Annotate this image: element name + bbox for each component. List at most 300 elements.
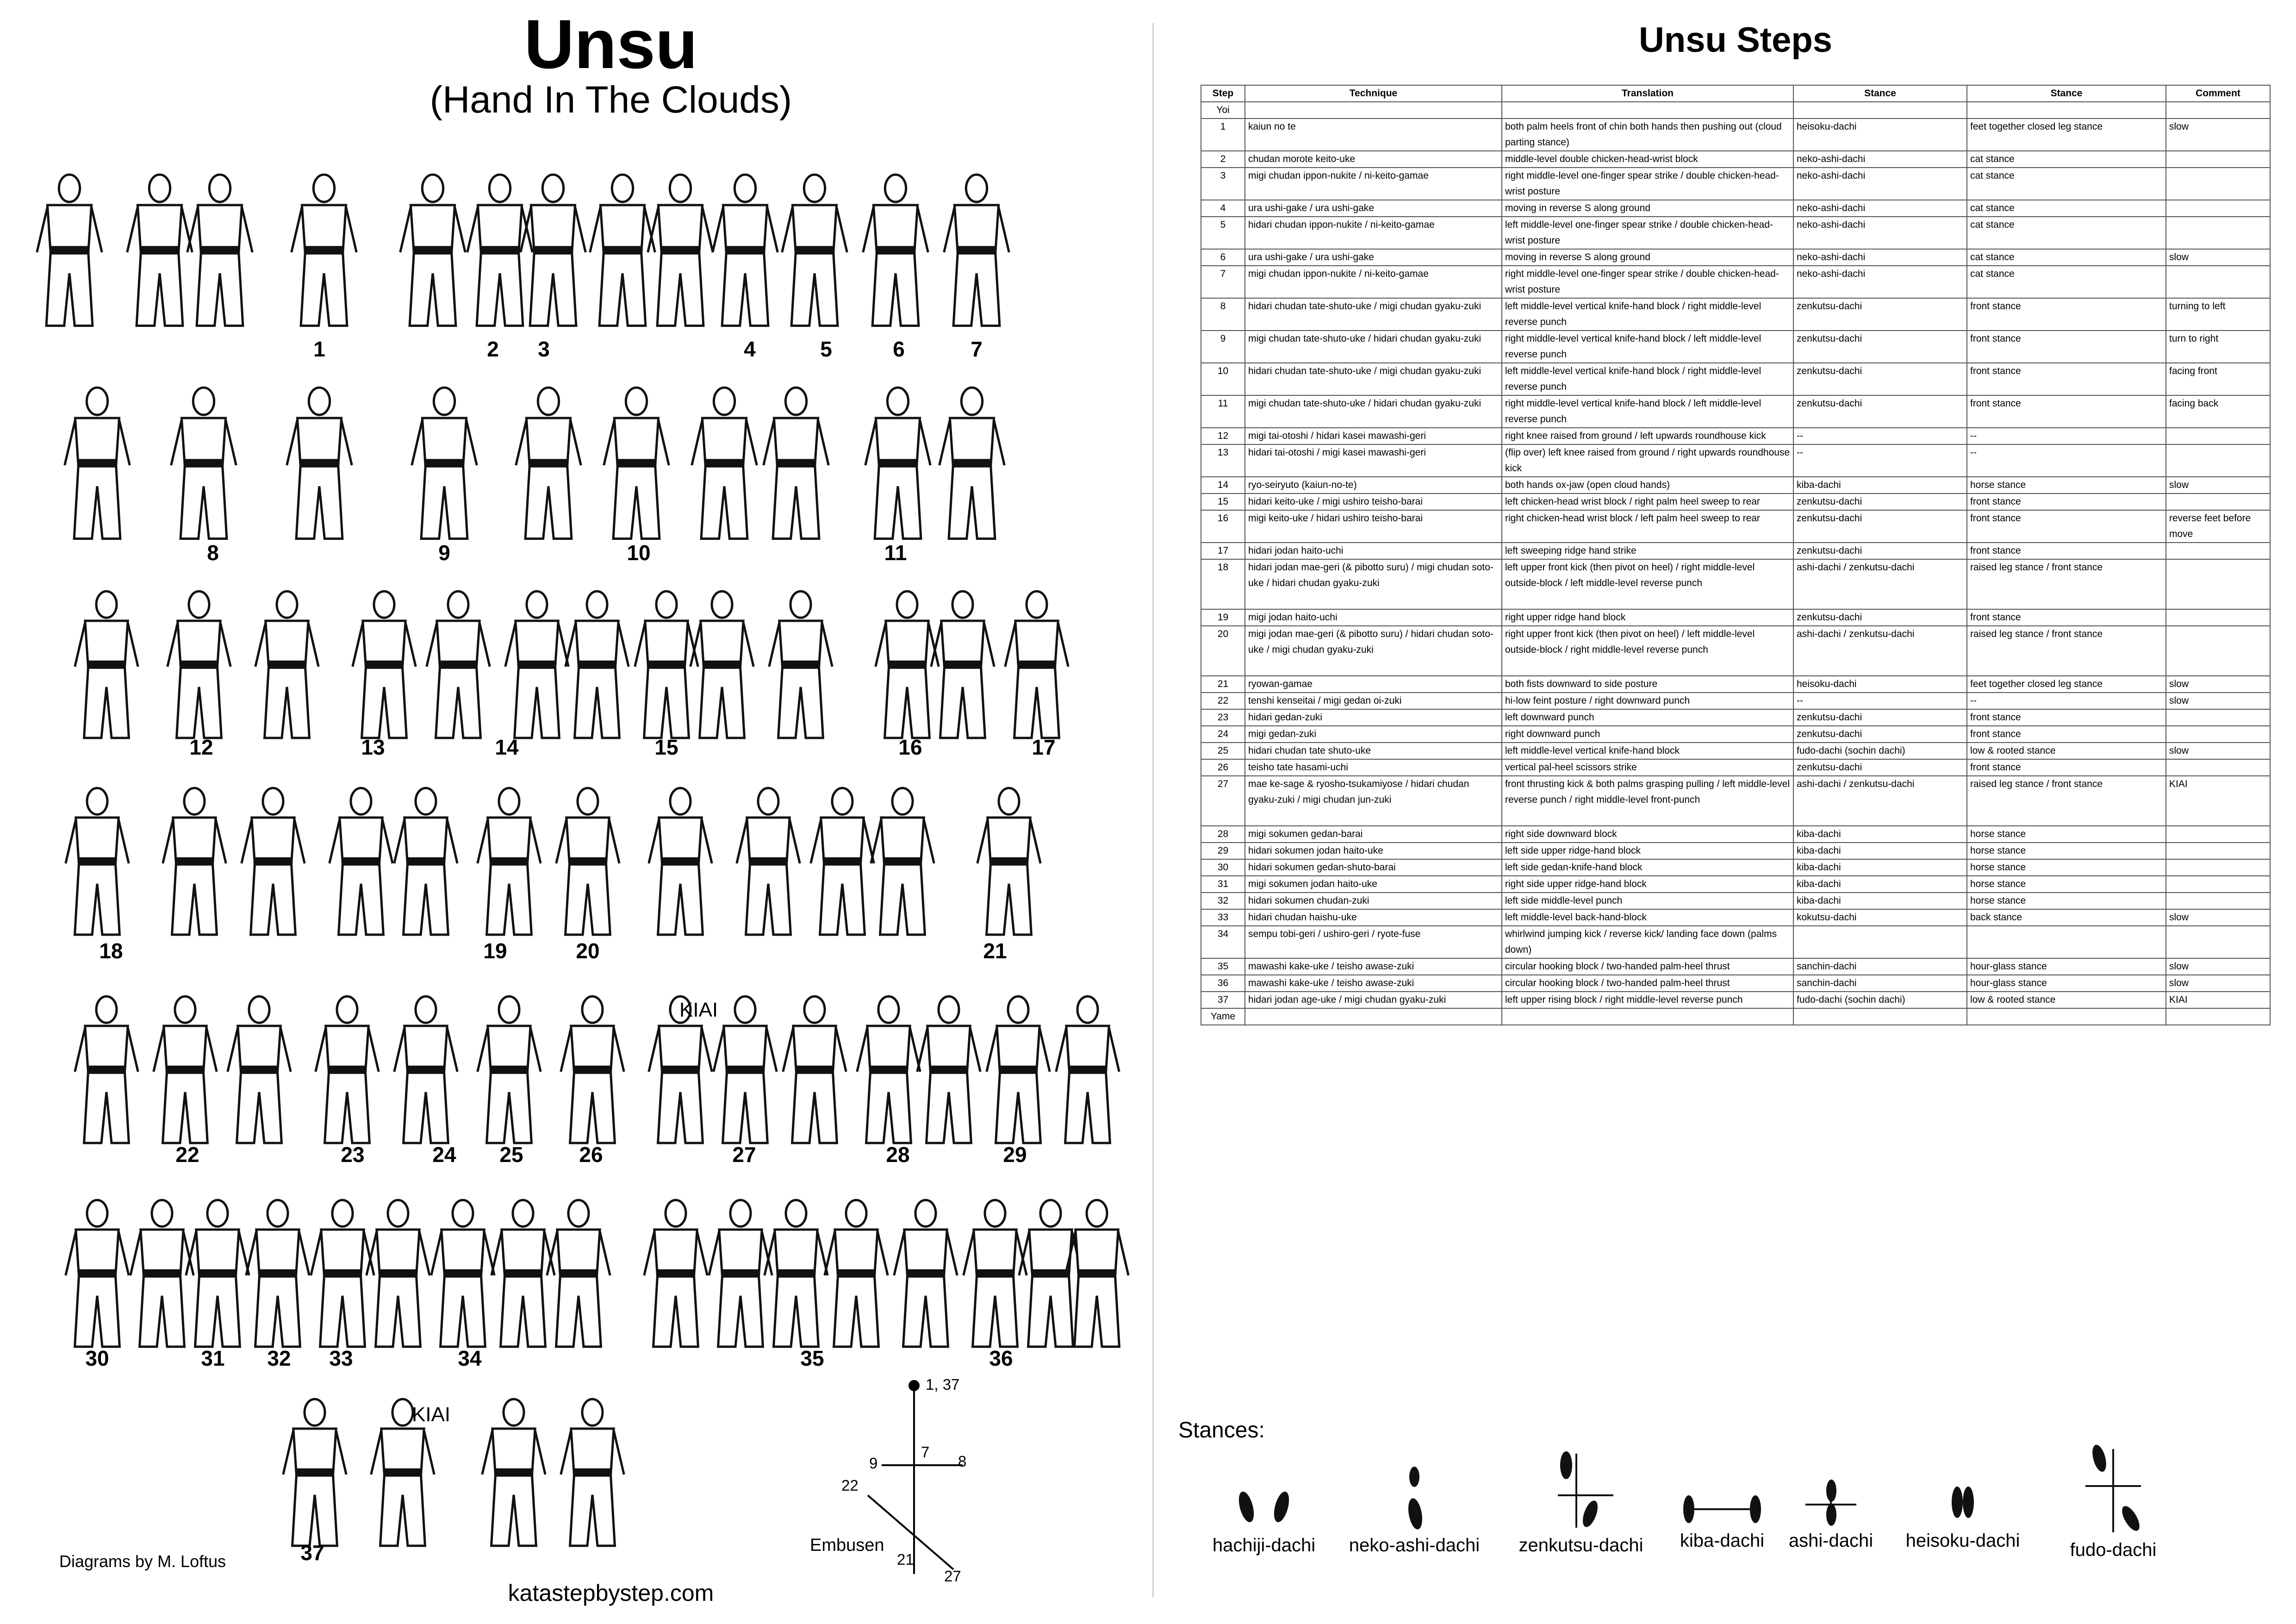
table-cell: [2166, 626, 2270, 676]
table-cell: left middle-level vertical knife-hand block: [1502, 743, 1793, 759]
karate-figure-icon: [311, 1200, 374, 1347]
table-cell: right middle-level vertical knife-hand block / left middle-level reverse punch: [1502, 331, 1793, 363]
karate-figure-icon: [412, 387, 477, 538]
stance-ashi-dachi: [1785, 1477, 1877, 1551]
step-number: 28: [886, 1143, 910, 1167]
table-cell: both fists downward to side posture: [1502, 676, 1793, 693]
embusen-label: 22: [841, 1477, 859, 1494]
table-cell: hour-glass stance: [1967, 975, 2166, 992]
stances-label: Stances:: [1178, 1418, 1265, 1443]
table-cell: reverse feet before move: [2166, 510, 2270, 543]
step-number: 29: [1003, 1143, 1027, 1167]
karate-figure-icon: [857, 996, 920, 1143]
table-cell: [1793, 926, 1967, 958]
table-cell: raised leg stance / front stance: [1967, 559, 2166, 609]
step-number: 10: [627, 541, 651, 565]
table-cell: front stance: [1967, 759, 2166, 776]
table-cell: left sweeping ridge hand strike: [1502, 543, 1793, 559]
table-row: [1201, 843, 2270, 859]
karate-figure-icon: [1065, 1200, 1128, 1347]
karate-figure-icon: [765, 1200, 828, 1347]
karate-figure-icon: [644, 1200, 707, 1347]
table-cell: kiba-dachi: [1793, 893, 1967, 909]
table-cell: slow: [2166, 909, 2270, 926]
karate-figure-icon: [330, 788, 392, 935]
table-cell: ashi-dachi / zenkutsu-dachi: [1793, 776, 1967, 826]
table-cell: 19: [1201, 609, 1245, 626]
karate-figure-icon: [604, 387, 669, 538]
table-cell: neko-ashi-dachi: [1793, 249, 1967, 266]
table-cell: turning to left: [2166, 298, 2270, 331]
feet-icon: [1935, 1477, 1991, 1528]
table-cell: 20: [1201, 626, 1245, 676]
table-cell: [1967, 1008, 2166, 1025]
step-number: 9: [438, 541, 450, 565]
table-cell: middle-level double chicken-head-wrist block: [1502, 151, 1793, 168]
table-cell: sanchin-dachi: [1793, 958, 1967, 975]
table-cell: [2166, 893, 2270, 909]
karate-figure-icon: [825, 1200, 888, 1347]
table-row: [1201, 428, 2270, 444]
karate-figure-icon: [635, 591, 698, 738]
karate-figure-icon: [228, 996, 291, 1143]
table-cell: feet together closed leg stance: [1967, 119, 2166, 151]
table-row: [1201, 510, 2270, 543]
table-cell: slow: [2166, 119, 2270, 151]
table-cell: sempu tobi-geri / ushiro-geri / ryote-fuse: [1245, 926, 1502, 958]
table-cell: horse stance: [1967, 876, 2166, 893]
table-cell: right middle-level one-finger spear strike / double chicken-head-wrist posture: [1502, 266, 1793, 298]
table-row: [1201, 759, 2270, 776]
table-cell: migi jodan haito-uchi: [1245, 609, 1502, 626]
step-number: 15: [654, 735, 678, 759]
table-row: [1201, 693, 2270, 709]
table-cell: left middle-level vertical knife-hand block / right middle-level reverse punch: [1502, 298, 1793, 331]
table-cell: hidari chudan tate-shuto-uke / migi chudan gyaku-zuki: [1245, 363, 1502, 395]
table-cell: front thrusting kick & both palms grasping pulling / left middle-level reverse punch / right middle-level front-punch: [1502, 776, 1793, 826]
stance-name: kiba-dachi: [1680, 1530, 1765, 1551]
karate-figure-icon: [691, 591, 753, 738]
table-cell: zenkutsu-dachi: [1793, 543, 1967, 559]
table-cell: front stance: [1967, 298, 2166, 331]
table-cell: 16: [1201, 510, 1245, 543]
karate-figure-icon: [478, 996, 541, 1143]
table-cell: mawashi kake-uke / teisho awase-zuki: [1245, 975, 1502, 992]
table-cell: left middle-level back-hand-block: [1502, 909, 1793, 926]
step-number: 11: [884, 541, 907, 565]
table-cell: neko-ashi-dachi: [1793, 217, 1967, 249]
table-cell: 22: [1201, 693, 1245, 709]
table-cell: [2166, 843, 2270, 859]
table-cell: chudan morote keito-uke: [1245, 151, 1502, 168]
table-cell: 21: [1201, 676, 1245, 693]
table-cell: zenkutsu-dachi: [1793, 709, 1967, 726]
table-cell: left side gedan-knife-hand block: [1502, 859, 1793, 876]
table-cell: Yame: [1201, 1008, 1245, 1025]
karate-figure-icon: [316, 996, 379, 1143]
table-cell: slow: [2166, 249, 2270, 266]
table-cell: right downward punch: [1502, 726, 1793, 743]
table-cell: [2166, 759, 2270, 776]
table-cell: migi chudan tate-shuto-uke / hidari chudan gyaku-zuki: [1245, 395, 1502, 428]
table-cell: 27: [1201, 776, 1245, 826]
table-cell: zenkutsu-dachi: [1793, 759, 1967, 776]
karate-figure-icon: [171, 387, 236, 538]
table-cell: cat stance: [1967, 168, 2166, 200]
table-cell: left middle-level one-finger spear strike / double chicken-head-wrist posture: [1502, 217, 1793, 249]
table-cell: turn to right: [2166, 331, 2270, 363]
karate-figure-icon: [292, 175, 357, 325]
table-cell: hidari sokumen jodan haito-uke: [1245, 843, 1502, 859]
embusen-label: 7: [921, 1443, 930, 1461]
table-cell: 24: [1201, 726, 1245, 743]
step-number: 16: [898, 735, 922, 759]
karate-figure-icon: [482, 1399, 545, 1546]
table-cell: Yoi: [1201, 102, 1245, 119]
table-cell: [1793, 1008, 1967, 1025]
table-row: [1201, 975, 2270, 992]
table-cell: hour-glass stance: [1967, 958, 2166, 975]
table-row: [1201, 909, 2270, 926]
table-cell: ashi-dachi / zenkutsu-dachi: [1793, 626, 1967, 676]
table-cell: both palm heels front of chin both hands then pushing out (cloud parting stance): [1502, 119, 1793, 151]
table-cell: 29: [1201, 843, 1245, 859]
karate-figure-icon: [863, 175, 928, 325]
table-cell: 26: [1201, 759, 1245, 776]
table-cell: neko-ashi-dachi: [1793, 168, 1967, 200]
table-row: [1201, 493, 2270, 510]
table-row: [1201, 331, 2270, 363]
table-cell: right chicken-head wrist block / left palm heel sweep to rear: [1502, 510, 1793, 543]
table-cell: ryowan-gamae: [1245, 676, 1502, 693]
karate-figure-icon: [394, 996, 457, 1143]
table-cell: [1502, 102, 1793, 119]
table-cell: [2166, 217, 2270, 249]
step-number: 17: [1032, 735, 1056, 759]
table-row: [1201, 609, 2270, 626]
table-cell: hidari keito-uke / migi ushiro teisho-barai: [1245, 493, 1502, 510]
table-cell: circular hooking block / two-handed palm-heel thrust: [1502, 958, 1793, 975]
website-url[interactable]: katastepbystep.com: [508, 1580, 714, 1606]
table-cell: right middle-level vertical knife-hand block / left middle-level reverse punch: [1502, 395, 1793, 428]
table-cell: mawashi kake-uke / teisho awase-zuki: [1245, 958, 1502, 975]
step-number: 14: [495, 735, 519, 759]
karate-figure-icon: [944, 175, 1009, 325]
table-cell: 1: [1201, 119, 1245, 151]
table-cell: right knee raised from ground / left upwards roundhouse kick: [1502, 428, 1793, 444]
table-body: [1201, 102, 2270, 1025]
step-number: 1: [313, 337, 325, 361]
table-cell: facing front: [2166, 363, 2270, 395]
table-cell: 37: [1201, 992, 1245, 1008]
table-cell: [1793, 102, 1967, 119]
table-cell: [2166, 859, 2270, 876]
table-cell: zenkutsu-dachi: [1793, 395, 1967, 428]
table-row: [1201, 709, 2270, 726]
column-header: Stance: [1967, 85, 2166, 102]
table-cell: ura ushi-gake / ura ushi-gake: [1245, 200, 1502, 217]
column-header: Step: [1201, 85, 1245, 102]
table-row: [1201, 395, 2270, 428]
karate-figure-icon: [931, 591, 994, 738]
table-cell: slow: [2166, 958, 2270, 975]
table-cell: zenkutsu-dachi: [1793, 298, 1967, 331]
table-cell: cat stance: [1967, 249, 2166, 266]
stance-fudo-dachi: [2048, 1440, 2178, 1561]
table-cell: [2166, 151, 2270, 168]
karate-figure-icon: [287, 387, 352, 538]
table-row: [1201, 826, 2270, 843]
step-number: 21: [983, 939, 1007, 963]
table-cell: hidari jodan mae-geri (& pibotto suru) / migi chudan soto-uke / hidari chudan gyaku-zuki: [1245, 559, 1502, 609]
karate-figure-icon: [394, 788, 457, 935]
embusen-label: 9: [869, 1455, 878, 1472]
table-cell: kiba-dachi: [1793, 477, 1967, 493]
table-cell: hidari tai-otoshi / migi kasei mawashi-geri: [1245, 444, 1502, 477]
embusen-label: 8: [958, 1453, 967, 1470]
table-cell: hidari sokumen gedan-shuto-barai: [1245, 859, 1502, 876]
table-row: [1201, 859, 2270, 876]
table-cell: [2166, 609, 2270, 626]
table-cell: back stance: [1967, 909, 2166, 926]
table-cell: neko-ashi-dachi: [1793, 200, 1967, 217]
step-number: 19: [483, 939, 507, 963]
table-cell: kokutsu-dachi: [1793, 909, 1967, 926]
table-cell: horse stance: [1967, 859, 2166, 876]
table-cell: 34: [1201, 926, 1245, 958]
karate-figure-icon: [75, 591, 138, 738]
step-number: 3: [538, 337, 550, 361]
table-cell: 17: [1201, 543, 1245, 559]
kiai-label: KIAI: [679, 999, 718, 1021]
table-cell: 23: [1201, 709, 1245, 726]
karate-figure-icon: [764, 387, 829, 538]
karate-figure-icon: [561, 996, 624, 1143]
step-number: 8: [207, 541, 219, 565]
karate-figure-icon: [66, 1200, 129, 1347]
table-row: [1201, 626, 2270, 676]
table-row: [1201, 926, 2270, 958]
table-cell: 12: [1201, 428, 1245, 444]
karate-figure-icon: [876, 591, 939, 738]
table-row: [1201, 363, 2270, 395]
karate-figure-icon: [649, 788, 712, 935]
embusen-label: 21: [897, 1551, 914, 1568]
step-number: 20: [576, 939, 600, 963]
kiai-label: KIAI: [412, 1403, 451, 1426]
table-cell: --: [1967, 693, 2166, 709]
karate-figure-icon: [940, 387, 1005, 538]
karate-figure-icon: [865, 387, 931, 538]
step-number: 35: [800, 1346, 824, 1370]
karate-figure-icon: [713, 175, 778, 325]
table-cell: kiba-dachi: [1793, 843, 1967, 859]
stance-name: zenkutsu-dachi: [1518, 1535, 1643, 1555]
table-cell: hidari jodan haito-uchi: [1245, 543, 1502, 559]
table-cell: kiba-dachi: [1793, 826, 1967, 843]
table-cell: left downward punch: [1502, 709, 1793, 726]
table-cell: left upper rising block / right middle-level reverse punch: [1502, 992, 1793, 1008]
table-cell: fudo-dachi (sochin dachi): [1793, 743, 1967, 759]
table-row: [1201, 1008, 2270, 1025]
embusen-title: Embusen: [810, 1536, 884, 1555]
karate-figure-icon: [246, 1200, 309, 1347]
table-cell: [1245, 102, 1502, 119]
table-cell: [2166, 543, 2270, 559]
table-cell: 10: [1201, 363, 1245, 395]
karate-figure-icon: [505, 591, 568, 738]
table-cell: 35: [1201, 958, 1245, 975]
kata-subtitle: (Hand In The Clouds): [429, 79, 792, 121]
karate-figure-icon: [431, 1200, 494, 1347]
table-cell: moving in reverse S along ground: [1502, 249, 1793, 266]
karate-figure-icon: [894, 1200, 957, 1347]
karate-figure-icon: [66, 788, 129, 935]
table-cell: sanchin-dachi: [1793, 975, 1967, 992]
table-row: [1201, 266, 2270, 298]
table-cell: migi sokumen gedan-barai: [1245, 826, 1502, 843]
table-row: [1201, 200, 2270, 217]
table-cell: 33: [1201, 909, 1245, 926]
table-cell: right side upper ridge-hand block: [1502, 876, 1793, 893]
step-number: 12: [189, 735, 213, 759]
table-cell: raised leg stance / front stance: [1967, 626, 2166, 676]
table-cell: hidari chudan tate shuto-uke: [1245, 743, 1502, 759]
table-cell: both hands ox-jaw (open cloud hands): [1502, 477, 1793, 493]
table-cell: 9: [1201, 331, 1245, 363]
stance-name: neko-ashi-dachi: [1349, 1535, 1480, 1555]
karate-figure-icon: [782, 175, 847, 325]
table-cell: neko-ashi-dachi: [1793, 266, 1967, 298]
karate-figure-icon: [917, 996, 980, 1143]
table-cell: moving in reverse S along ground: [1502, 200, 1793, 217]
table-cell: 13: [1201, 444, 1245, 477]
table-cell: [2166, 200, 2270, 217]
table-cell: [2166, 709, 2270, 726]
table-cell: 8: [1201, 298, 1245, 331]
karate-figure-icon: [521, 175, 586, 325]
karate-figure-icon: [168, 591, 230, 738]
step-number: 13: [361, 735, 385, 759]
table-cell: right upper front kick (then pivot on heel) / left middle-level outside-block / right middle-level reverse punch: [1502, 626, 1793, 676]
table-row: [1201, 249, 2270, 266]
table-row: [1201, 168, 2270, 200]
table-cell: kiba-dachi: [1793, 876, 1967, 893]
step-number: 23: [341, 1143, 365, 1167]
table-cell: feet together closed leg stance: [1967, 676, 2166, 693]
table-cell: slow: [2166, 477, 2270, 493]
column-header: Stance: [1793, 85, 1967, 102]
table-row: [1201, 217, 2270, 249]
table-row: [1201, 559, 2270, 609]
table-cell: low & rooted stance: [1967, 992, 2166, 1008]
embusen-start-dot: [908, 1380, 920, 1391]
karate-figure-icon: [964, 1200, 1027, 1347]
table-row: [1201, 776, 2270, 826]
table-cell: horse stance: [1967, 843, 2166, 859]
karate-figure-icon: [187, 175, 253, 325]
table-cell: kiba-dachi: [1793, 859, 1967, 876]
table-cell: [2166, 1008, 2270, 1025]
table-cell: front stance: [1967, 726, 2166, 743]
table-cell: [1502, 1008, 1793, 1025]
karate-figure-icon: [154, 996, 217, 1143]
karate-figure-icon: [561, 1399, 624, 1546]
step-number: 27: [732, 1143, 756, 1167]
karate-figure-icon: [127, 175, 193, 325]
karate-figure-icon: [492, 1200, 554, 1347]
table-cell: horse stance: [1967, 826, 2166, 843]
table-cell: 4: [1201, 200, 1245, 217]
table-cell: [1967, 926, 2166, 958]
table-cell: kaiun no te: [1245, 119, 1502, 151]
table-cell: left side middle-level punch: [1502, 893, 1793, 909]
table-cell: raised leg stance / front stance: [1967, 776, 2166, 826]
table-cell: heisoku-dachi: [1793, 676, 1967, 693]
karate-figure-icon: [977, 788, 1040, 935]
column-header: Technique: [1245, 85, 1502, 102]
table-cell: hidari chudan tate-shuto-uke / migi chudan gyaku-zuki: [1245, 298, 1502, 331]
karate-figure-icon: [783, 996, 846, 1143]
table-cell: slow: [2166, 676, 2270, 693]
table-row: [1201, 893, 2270, 909]
table-cell: slow: [2166, 975, 2270, 992]
table-cell: right side downward block: [1502, 826, 1793, 843]
table-row: [1201, 151, 2270, 168]
table-cell: [2166, 559, 2270, 609]
table-cell: 36: [1201, 975, 1245, 992]
table-cell: hidari jodan age-uke / migi chudan gyaku-zuki: [1245, 992, 1502, 1008]
table-cell: left side upper ridge-hand block: [1502, 843, 1793, 859]
table-cell: tenshi kenseitai / migi gedan oi-zuki: [1245, 693, 1502, 709]
table-cell: zenkutsu-dachi: [1793, 609, 1967, 626]
karate-figure-icon: [1019, 1200, 1082, 1347]
step-number: 33: [329, 1346, 353, 1370]
table-cell: [1245, 1008, 1502, 1025]
table-cell: hidari sokumen chudan-zuki: [1245, 893, 1502, 909]
stance-name: heisoku-dachi: [1905, 1530, 2020, 1551]
stance-neko-ashi-dachi: [1340, 1463, 1488, 1556]
karate-figure-icon: [242, 788, 305, 935]
table-cell: 14: [1201, 477, 1245, 493]
table-cell: 28: [1201, 826, 1245, 843]
feet-icon: [1544, 1444, 1618, 1532]
table-cell: 15: [1201, 493, 1245, 510]
karate-figure-icon: [1005, 591, 1068, 738]
table-cell: cat stance: [1967, 200, 2166, 217]
step-number: 18: [99, 939, 123, 963]
kata-title: Unsu: [524, 5, 698, 83]
stance-legend: [1178, 1444, 2261, 1593]
table-cell: --: [1793, 428, 1967, 444]
table-cell: front stance: [1967, 363, 2166, 395]
karate-figure-icon: [283, 1399, 346, 1546]
stance-name: fudo-dachi: [2070, 1540, 2157, 1560]
table-cell: slow: [2166, 743, 2270, 759]
page-divider: [1152, 23, 1154, 1597]
table-row: [1201, 958, 2270, 975]
table-cell: zenkutsu-dachi: [1793, 363, 1967, 395]
karate-figure-icon: [367, 1200, 429, 1347]
step-number: 6: [893, 337, 905, 361]
table-cell: teisho tate hasami-uchi: [1245, 759, 1502, 776]
step-number: 37: [300, 1541, 324, 1565]
karate-figure-icon: [65, 387, 130, 538]
stance-zenkutsu-dachi: [1512, 1444, 1650, 1556]
karate-figure-icon: [590, 175, 655, 325]
table-cell: right middle-level one-finger spear strike / double chicken-head-wrist posture: [1502, 168, 1793, 200]
table-cell: [2166, 266, 2270, 298]
